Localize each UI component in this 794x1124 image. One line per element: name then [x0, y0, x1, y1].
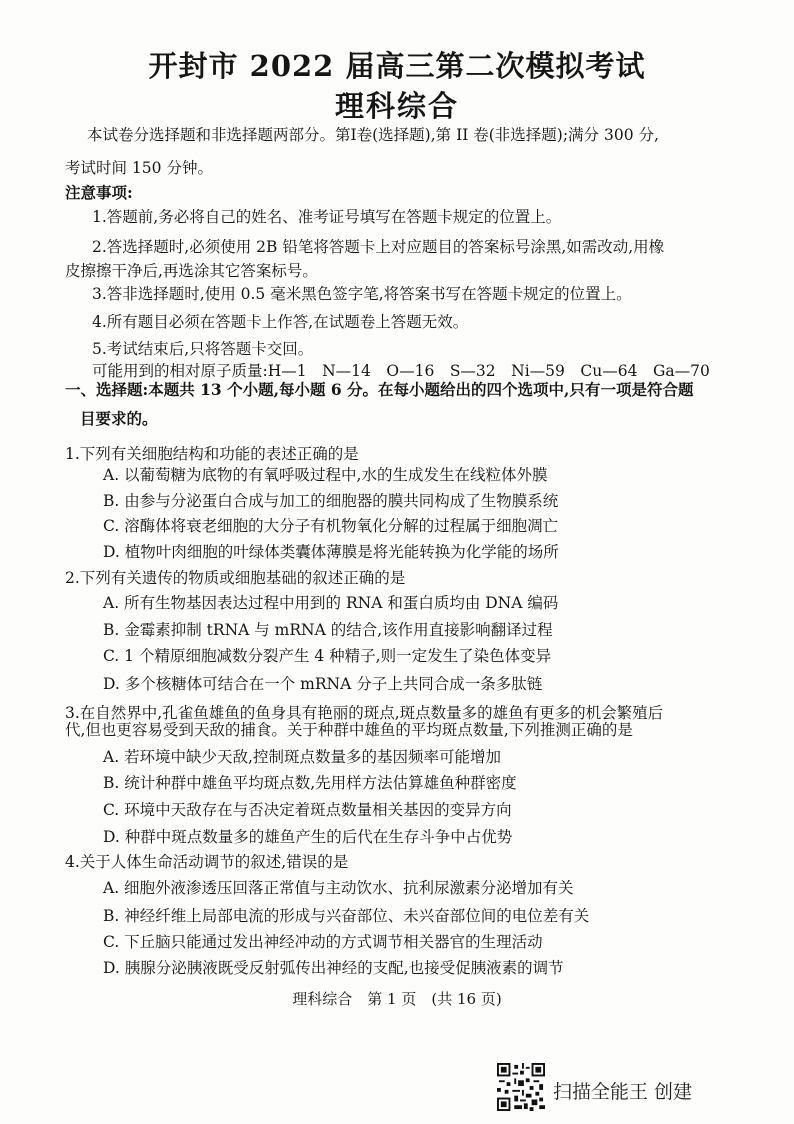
- note-item-2-cont: 皮擦擦干净后,再选涂其它答案标号。: [65, 262, 318, 280]
- question-1-option-a: A. 以葡萄糖为底物的有氧呼吸过程中,水的生成发生在线粒体外膜: [103, 466, 548, 484]
- note-item-1: 1.答题前,务必将自己的姓名、准考证号填写在答题卡规定的位置上。: [92, 208, 562, 226]
- question-3-option-d: D. 种群中斑点数量多的雄鱼产生的后代在生存斗争中占优势: [103, 828, 513, 846]
- exam-subject: 理科综合: [334, 89, 459, 123]
- note-item-3: 3.答非选择题时,使用 0.5 毫米黑色签字笔,将答案书写在答题卡规定的位置上。: [92, 285, 632, 303]
- question-3-stem-2: 代,但也更容易受到天敌的捕食。关于种群中雄鱼的平均斑点数量,下列推测正确的是: [65, 721, 633, 739]
- section-heading: 一、选择题:本题共 13 个小题,每小题 6 分。在每小题给出的四个选项中,只有一项是符合题: [65, 380, 694, 399]
- question-4-stem: 4.关于人体生命活动调节的叙述,错误的是: [65, 853, 349, 871]
- question-2-option-b: B. 金霉素抑制 tRNA 与 mRNA 的结合,该作用直接影响翻译过程: [103, 621, 553, 639]
- section-heading-cont: 目要求的。: [80, 409, 158, 428]
- question-3-stem-1: 3.在自然界中,孔雀鱼雄鱼的鱼身具有艳丽的斑点,斑点数量多的雄鱼有更多的机会繁殖后: [65, 704, 664, 722]
- intro-line-2: 考试时间 150 分钟。: [65, 159, 213, 177]
- note-item-4: 4.所有题目必须在答题卡上作答,在试题卷上答题无效。: [92, 313, 469, 331]
- question-2-option-a: A. 所有生物基因表达过程中用到的 RNA 和蛋白质均由 DNA 编码: [103, 594, 559, 612]
- qr-code-icon: [497, 1063, 545, 1111]
- note-item-2: 2.答选择题时,必须使用 2B 铅笔将答题卡上对应题目的答案标号涂黑,如需改动,用橡: [92, 238, 665, 256]
- question-2-stem: 2.下列有关遗传的物质或细胞基础的叙述正确的是: [65, 569, 406, 587]
- scanner-watermark: 扫描全能王 创建: [553, 1081, 693, 1103]
- question-4-option-d: D. 胰腺分泌胰液既受反射弧传出神经的支配,也接受促胰液素的调节: [103, 959, 564, 977]
- intro-line-1: 本试卷分选择题和非选择题两部分。第Ⅰ卷(选择题),第 II 卷(非选择题);满分 300 分,: [87, 126, 659, 144]
- question-1-option-d: D. 植物叶肉细胞的叶绿体类囊体薄膜是将光能转换为化学能的场所: [103, 543, 559, 561]
- question-1-option-b: B. 由参与分泌蛋白合成与加工的细胞器的膜共同构成了生物膜系统: [103, 492, 559, 510]
- question-2-option-d: D. 多个核糖体可结合在一个 mRNA 分子上共同合成一条多肽链: [103, 675, 543, 693]
- question-3-option-c: C. 环境中天敌存在与否决定着斑点数量相关基因的变异方向: [103, 801, 512, 819]
- question-4-option-b: B. 神经纤维上局部电流的形成与兴奋部位、未兴奋部位间的电位差有关: [103, 907, 590, 925]
- question-1-stem: 1.下列有关细胞结构和功能的表述正确的是: [65, 445, 359, 463]
- question-4-option-c: C. 下丘脑只能通过发出神经冲动的方式调节相关器官的生理活动: [103, 933, 543, 951]
- atomic-masses: 可能用到的相对原子质量:H—1 N—14 O—16 S—32 Ni—59 Cu—64 Ga—70: [92, 362, 710, 380]
- question-1-option-c: C. 溶酶体将衰老细胞的大分子有机物氧化分解的过程属于细胞凋亡: [103, 517, 559, 535]
- exam-title: 开封市 2022 届高三第二次模拟考试: [148, 49, 646, 83]
- question-3-option-a: A. 若环境中缺少天敌,控制斑点数量多的基因频率可能增加: [103, 748, 501, 766]
- notes-heading: 注意事项:: [65, 183, 133, 202]
- question-2-option-c: C. 1 个精原细胞减数分裂产生 4 种精子,则一定发生了染色体变异: [103, 647, 552, 665]
- question-3-option-b: B. 统计种群中雄鱼平均斑点数,先用样方法估算雄鱼种群密度: [103, 774, 517, 792]
- note-item-5: 5.考试结束后,只将答题卡交回。: [92, 340, 314, 358]
- question-4-option-a: A. 细胞外液渗透压回落正常值与主动饮水、抗利尿激素分泌增加有关: [103, 879, 574, 897]
- page-footer: 理科综合 第 1 页 (共 16 页): [292, 990, 502, 1008]
